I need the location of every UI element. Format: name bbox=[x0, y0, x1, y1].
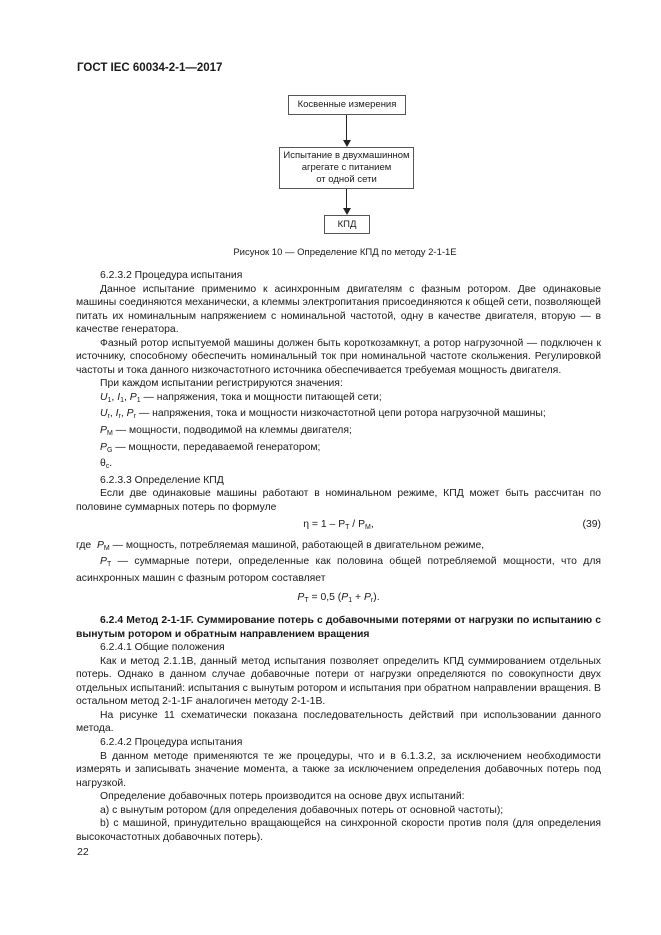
list-item: а) с вынутым ротором (для определения добавочных потерь от основной частоты); bbox=[100, 804, 504, 816]
diagram-box-indirect: Косвенные измерения bbox=[288, 95, 406, 115]
list-item: $U_1$, $I_1$, $P_1$ — напряжения, тока и мощности питающей сети; bbox=[100, 391, 382, 404]
list-item: $P_G$ — мощности, передаваемой генератором; bbox=[100, 441, 321, 454]
paragraph: В данном методе применяются те же процедуры, что и в 6.1.3.2, за исключением необходимости измерять и записывать значение момента, а также за исключением определения добавочных потерь под нагрузкой. bbox=[76, 750, 601, 789]
paragraph: Данное испытание применимо к асинхронным двигателям с фазным ротором. Две одинаковые машины соединяются механически, а клеммы электропитания присоединяются к общей сети, позволяющей питать их номинальным напряжением с номинальной частотой, одну в качестве двигателя, вторую — в качестве генератора. bbox=[76, 283, 601, 336]
box-line: Испытание в двухмашинном bbox=[283, 150, 410, 161]
list-item: $U_r$, $I_r$, $P_r$ — напряжения, тока и мощности низкочастотной цепи ротора нагрузочной машины; bbox=[100, 408, 546, 421]
equation-number: (39) bbox=[582, 519, 601, 531]
box-line: агрегате с питанием bbox=[301, 162, 392, 173]
paragraph: Определение добавочных потерь производится на основе двух испытаний: bbox=[100, 791, 465, 803]
body-text bbox=[76, 269, 601, 844]
list-item: $\theta_c$. bbox=[100, 458, 113, 471]
arrow-head-icon bbox=[343, 208, 351, 215]
figure-caption: Рисунок 10 — Определение КПД по методу 2-1-1Е bbox=[233, 247, 457, 258]
arrow-line bbox=[346, 115, 347, 141]
box-line: от одной сети bbox=[316, 174, 377, 185]
paragraph: Если две одинаковые машины работают в номинальном режиме, КПД может быть рассчитан по половине суммарных потерь по формуле bbox=[76, 488, 601, 513]
subsection-title: 6.2.4.2 Процедура испытания bbox=[100, 736, 243, 748]
arrow-line bbox=[346, 189, 347, 209]
paragraph: Фазный ротор испытуемой машины должен быть короткозамкнут, а ротор нагрузочной — подключен к источнику, способному обеспечить номинальный ток при номинальной частоте скольжения. Регулировкой частоты и тока данного низкочастотного источника обеспечивается требуемая мощность двигателя. bbox=[76, 337, 601, 376]
document-header: ГОСТ IEC 60034-2-1—2017 bbox=[77, 62, 223, 74]
subsection-title: 6.2.3.3 Определение КПД bbox=[100, 474, 224, 486]
subsection-title: 6.2.4.1 Общие положения bbox=[100, 642, 225, 654]
paragraph: При каждом испытании регистрируются значения: bbox=[100, 378, 343, 390]
formula-pt: $P_T = 0,5$ $(P_1 + P_r)$. bbox=[297, 592, 380, 605]
paragraph: Как и метод 2.1.1В, данный метод испытания позволяет определить КПД суммированием отдельных потерь. Однако в данном случае добавочные потери от нагрузки определяются по совокупности двух отдельных испытаний: испытания с вынутым ротором и испытания при обратном направлении вращения. В остальном метод 2-1-1F аналогичен методу 2-1-1В. bbox=[76, 655, 601, 708]
list-item: b) с машиной, принудительно вращающейся на синхронной скорости против поля (для определения высокочастотных добавочных потерь). bbox=[76, 818, 601, 843]
page-number: 22 bbox=[77, 846, 89, 858]
diagram-box-efficiency: КПД bbox=[324, 215, 370, 234]
where-clause: $P_T$ — суммарные потери, определенные как половина общей потребляемой мощности, что для асинхронных машин с фазным ротором составляет bbox=[76, 556, 602, 584]
list-item: $P_M$ — мощности, подводимой на клеммы двигателя; bbox=[100, 425, 352, 438]
formula-39: $\eta = 1 - P_T / P_M$, (39) bbox=[303, 519, 601, 532]
section-title: 6.2.4 Метод 2-1-1F. Суммирование потерь с добавочными потерями от нагрузки по испытанию с вынутым ротором и обратным направлением вращения bbox=[76, 615, 601, 640]
where-clause: где $P_M$ — мощность, потребляемая машиной, работающей в двигательном режиме, bbox=[76, 539, 485, 552]
paragraph: На рисунке 11 схематически показана последовательность действий при использовании данного метода. bbox=[76, 709, 601, 735]
subsection-title: 6.2.3.2 Процедура испытания bbox=[100, 270, 243, 281]
arrow-head-icon bbox=[343, 140, 351, 147]
diagram-box-test bbox=[279, 147, 414, 189]
